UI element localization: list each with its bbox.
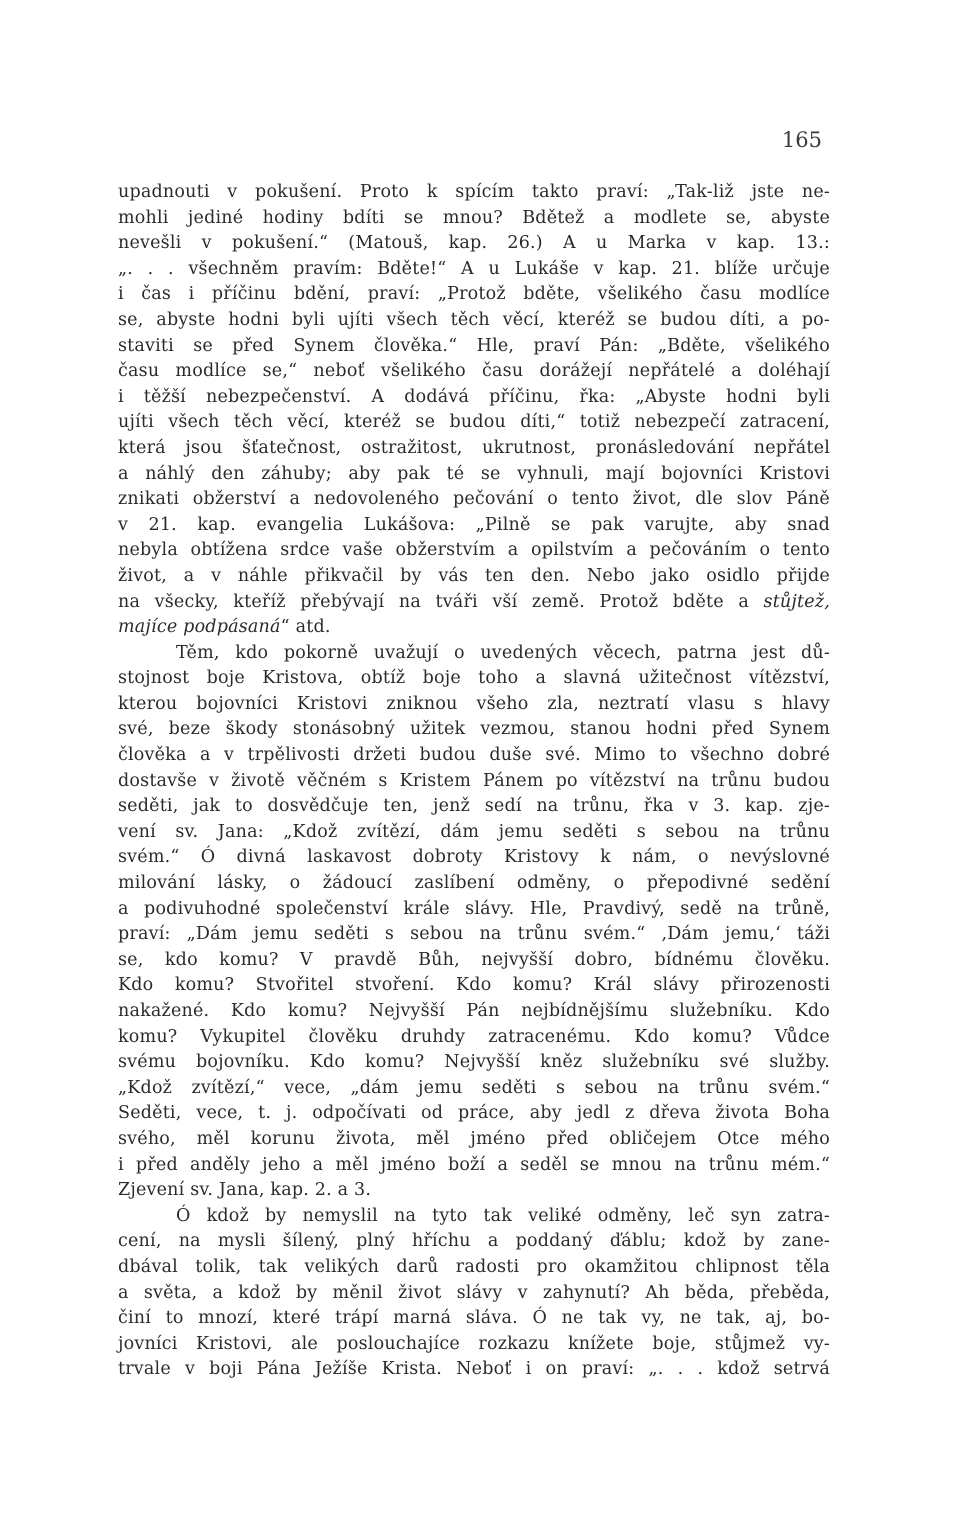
text-line-content: nakažené. Kdo komu? Nejvyšší Pán nejbídnějšímu služebníku. Kdo — [118, 1001, 830, 1021]
text-line-content: se, kdo komu? V pravdě Bůh, nejvyšší dobro, bídnému člověku. — [118, 949, 830, 970]
text-line — [118, 180, 830, 206]
text-line-content: „Kdož zvítězí,“ vece, „dám jemu seděti s sebou na trůnu svém.“ — [118, 1077, 830, 1098]
text-line-content: nebyla obtížena srdce vaše obžerstvím a opilstvím a pečováním o tento — [118, 540, 830, 561]
text-line — [118, 206, 830, 232]
text-line — [118, 1050, 830, 1076]
text-line-content: času modlíce se,“ neboť všelikého času dorážejí nepřátelé a doléhají — [118, 361, 830, 382]
text-line-content: v 21. kap. evangelia Lukášova: „Pilně se pak varujte, aby snad — [118, 514, 830, 535]
text-line-content: cení, na mysli šílený, plný hříchu a poddaný ďáblu; kdož by zane- — [118, 1231, 830, 1252]
text-line-content: život, a v náhle přikvačil by vás ten den. Nebo jako osidlo přijde — [118, 565, 830, 586]
text-line — [118, 743, 830, 769]
text-line-content: „. . . všechněm pravím: Bděte!“ A u Lukáše v kap. 21. blíže určuje — [118, 258, 830, 279]
text-line-content: svému bojovníku. Kdo komu? Nejvyšší kněz služebníku své služby. — [118, 1052, 830, 1073]
text-line-content: se, abyste hodni byli ujíti všech těch věcí, kteréž se budou díti, a po- — [118, 309, 830, 330]
text-line-content: vení sv. Jana: „Kdož zvítězí, dám jemu seděti s sebou na trůnu — [118, 821, 830, 842]
text-line-content: svého, měl korunu života, měl jméno před obličejem Otce mého — [118, 1128, 830, 1149]
text-line — [118, 1178, 830, 1204]
italic-text: majíce podpásaná — [118, 617, 281, 638]
text-line — [118, 1204, 830, 1230]
text-line — [118, 666, 830, 692]
text-line-content: i těžší nebezpečenství. A dodává příčinu, řka: „Abyste hodni byli — [118, 386, 830, 407]
text-line-content: jovníci Kristovi, ale poslouchajíce rozkazu knížete boje, stůjmež vy- — [118, 1333, 830, 1354]
text-line — [118, 1332, 830, 1358]
text-line — [118, 794, 830, 820]
text-line-content: trvale v boji Pána Ježíše Krista. Neboť i on praví: „. . . kdož setrvá — [118, 1359, 830, 1380]
text-line — [118, 1229, 830, 1255]
text-line-content: znikati obžerství a nedovoleného pečování o tento život, dle slov Páně — [118, 489, 830, 510]
text-line — [118, 999, 830, 1025]
text-line-content: Těm, kdo pokorně uvažují o uvedených věcech, patrna jest dů- — [176, 642, 830, 663]
text-line — [118, 871, 830, 897]
text-line — [118, 922, 830, 948]
text-line-content: Seděti, vece, t. j. odpočívati od práce, aby jedl z dřeva života Boha — [118, 1103, 830, 1124]
text-line-content: Zjevení sv. Jana, kap. 2. a 3. — [118, 1180, 372, 1201]
text-line-content: upadnouti v pokušení. Proto k spícím takto praví: „Tak-liž jste ne- — [118, 182, 830, 202]
text-line — [118, 538, 830, 564]
text-line — [118, 359, 830, 385]
text-line — [118, 1076, 830, 1102]
text-line — [118, 282, 830, 308]
text-line-content: dostavše v životě věčném s Kristem Pánem po vítězství na trůnu budou — [118, 770, 830, 791]
text-line-content: i před anděly jeho a měl jméno boží a seděl se mnou na trůnu mém.“ — [118, 1154, 830, 1175]
text-line-tail: “ atd. — [280, 617, 331, 638]
text-line — [118, 257, 830, 283]
text-line-content: a podivuhodné společenství krále slávy. Hle, Pravdivý, sedě na trůně, — [118, 898, 830, 919]
text-line-content: mohli jediné hodiny bdíti se mnou? Bdětež a modlete se, abyste — [118, 207, 830, 228]
text-line-content: která jsou šťatečnost, ostražitost, ukrutnost, pronásledování nepřátel — [118, 437, 830, 458]
body-text — [118, 180, 830, 1383]
text-line — [118, 1101, 830, 1127]
text-line — [118, 820, 830, 846]
italic-text: stůjtež, — [763, 591, 830, 612]
text-line — [118, 1025, 830, 1051]
text-line — [118, 897, 830, 923]
text-line — [118, 564, 830, 590]
text-line — [118, 769, 830, 795]
text-line-content: Kdo komu? Stvořitel stvoření. Kdo komu? Král slávy přirozenosti — [118, 975, 830, 996]
text-line-content: činí to mnozí, které trápí marná sláva. Ó ne tak vy, ne tak, aj, bo- — [118, 1308, 830, 1329]
text-line-content: komu? Vykupitel člověku druhdy zatracenému. Kdo komu? Vůdce — [118, 1026, 830, 1047]
text-line — [118, 973, 830, 999]
page-number: 165 — [781, 128, 822, 152]
text-line-content: dbával tolik, tak velikých darů radosti pro okamžitou chlipnost těla — [118, 1256, 830, 1277]
text-line-content: svém.“ Ó divná laskavost dobroty Kristovy k nám, o nevýslovné — [118, 847, 830, 868]
text-line — [118, 1127, 830, 1153]
text-line — [118, 410, 830, 436]
text-line — [118, 615, 830, 641]
text-line-content: i čas i příčinu bdění, praví: „Protož bděte, všelikého času modlíce — [118, 284, 830, 305]
text-line — [118, 334, 830, 360]
text-line-content: své, beze škody stonásobný užitek vezmou, stanou hodni před Synem — [118, 719, 830, 740]
text-line — [118, 385, 830, 411]
text-line — [118, 1357, 830, 1383]
text-line — [118, 308, 830, 334]
text-line — [118, 845, 830, 871]
text-line — [118, 231, 830, 257]
text-line-content: kterou bojovníci Kristovi zniknou všeho zla, neztratí vlasu s hlavy — [118, 693, 830, 714]
text-line-content: a světa, a kdož by měnil život slávy v zahynutí? Ah běda, přeběda, — [118, 1282, 830, 1303]
text-line — [118, 1255, 830, 1281]
text-line — [118, 590, 830, 616]
text-line — [118, 1281, 830, 1307]
text-line-content: na všecky, kteříž přebývají na tváři vší země. Protož bděte a — [118, 591, 764, 612]
text-line — [118, 1153, 830, 1179]
text-line — [118, 513, 830, 539]
text-line — [118, 717, 830, 743]
text-line — [118, 948, 830, 974]
text-line-content: nevešli v pokušení.“ (Matouš, kap. 26.) A u Marka v kap. 13.: — [118, 233, 830, 254]
text-line-content: ujíti všech těch věcí, kteréž se budou díti,“ totiž nebezpečí zatracení, — [118, 412, 830, 433]
text-line — [118, 641, 830, 667]
text-line-content: staviti se před Synem člověka.“ Hle, praví Pán: „Bděte, všelikého — [118, 335, 830, 356]
text-line-content: stojnost boje Kristova, obtíž boje toho a slavná užitečnost vítězství, — [118, 668, 830, 689]
text-line-content: a náhlý den záhuby; aby pak té se vyhnuli, mají bojovníci Kristovi — [118, 463, 830, 484]
text-line-content: milování lásky, o žádoucí zaslíbení odměny, o přepodivné sedění — [118, 873, 830, 894]
text-line — [118, 436, 830, 462]
text-line-content: praví: „Dám jemu seděti s sebou na trůnu svém.“ ‚Dám jemu,‘ táži — [118, 924, 830, 945]
text-line-content: seděti, jak to dosvědčuje ten, jenž sedí na trůnu, řka v 3. kap. zje- — [118, 796, 830, 817]
text-line — [118, 1306, 830, 1332]
text-line — [118, 462, 830, 488]
text-line-content: Ó kdož by nemyslil na tyto tak veliké odměny, leč syn zatra- — [176, 1205, 830, 1226]
text-line-content: člověka a v trpělivosti držeti budou duše své. Mimo to všechno dobré — [118, 745, 830, 766]
text-line — [118, 487, 830, 513]
text-line — [118, 692, 830, 718]
